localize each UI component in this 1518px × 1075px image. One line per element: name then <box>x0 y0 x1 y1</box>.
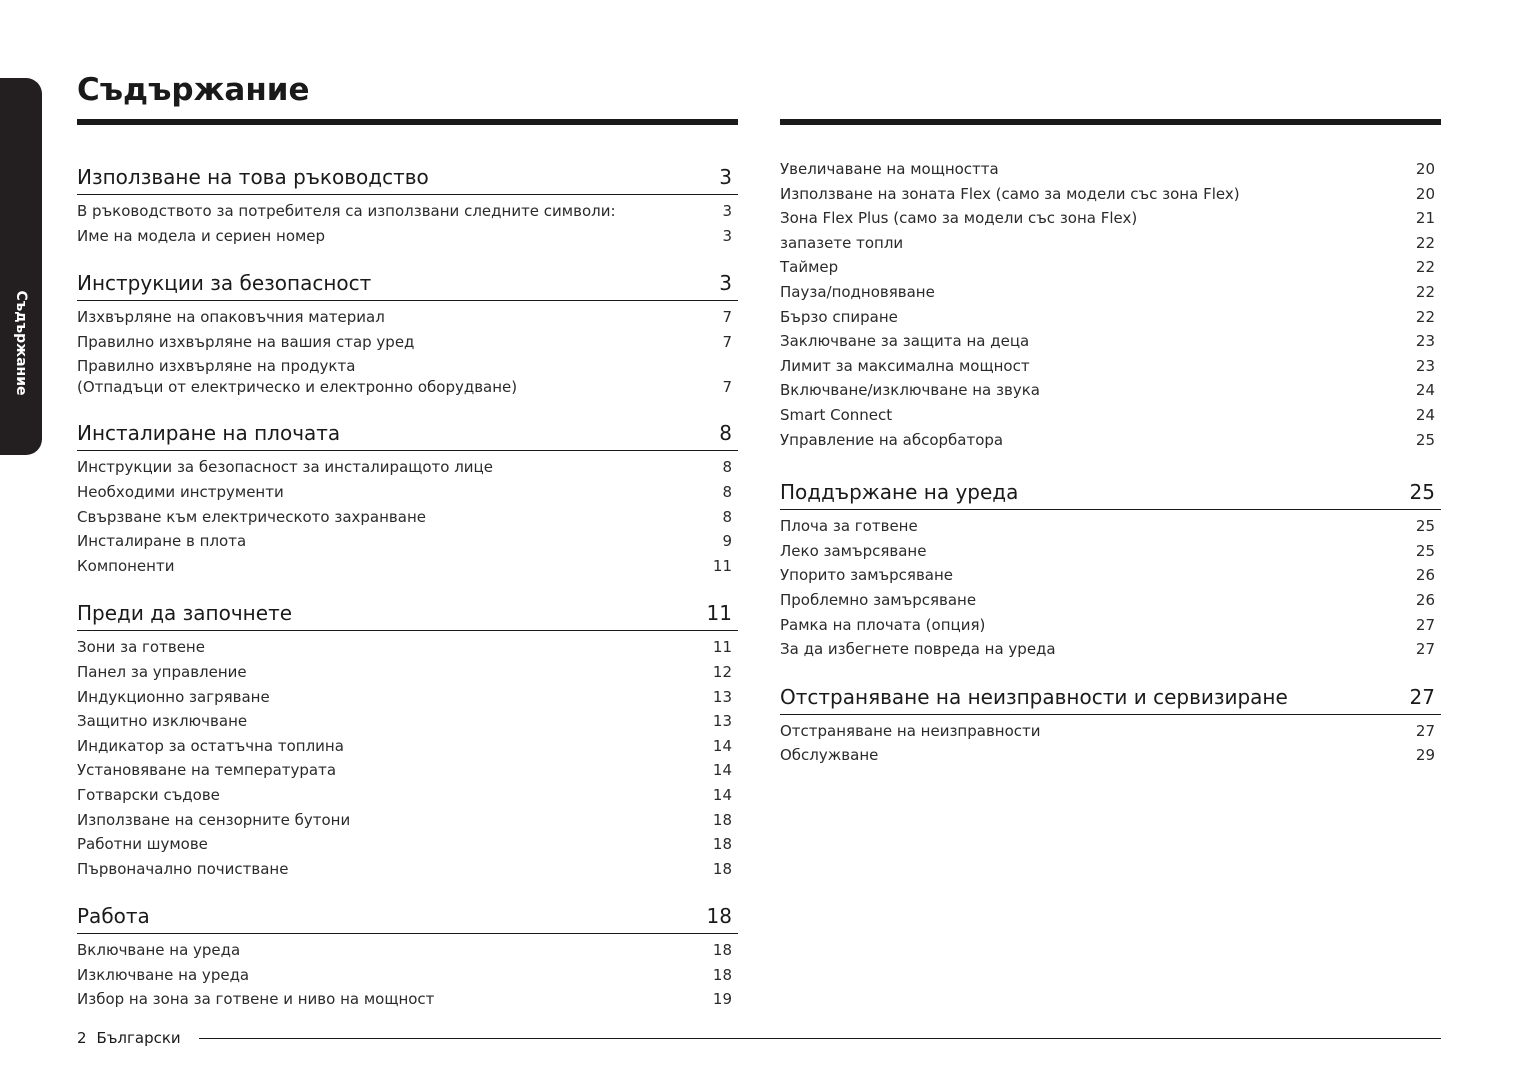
toc-right-column <box>780 153 1441 779</box>
toc-section-heading[interactable] <box>77 259 738 301</box>
toc-entry[interactable] <box>780 329 1441 354</box>
toc-entry-page: 27 <box>1415 615 1435 634</box>
toc-section-title: Преди да започнете <box>77 601 293 626</box>
toc-entry-page: 3 <box>722 202 732 220</box>
toc-entry-label: Правилно изхвърляне на вашия стар уред <box>77 332 415 351</box>
toc-section <box>77 153 738 248</box>
toc-entry-page: 26 <box>1415 590 1435 609</box>
toc-entry[interactable] <box>77 635 738 660</box>
toc-entry-page: 18 <box>712 835 732 854</box>
toc-entry-label: Зони за готвене <box>77 638 205 657</box>
toc-entry-label: Избор на зона за готвене и ниво на мощност <box>77 990 435 1009</box>
toc-entry-label: Изхвърляне на опаковъчния материал <box>77 308 385 327</box>
toc-entry[interactable] <box>780 157 1441 182</box>
toc-entry-page: 27 <box>1415 640 1435 659</box>
toc-entry[interactable] <box>77 808 738 833</box>
toc-entry[interactable] <box>77 224 738 249</box>
toc-entry-label-line: (Отпадъци от електрическо и електронно оборудване) <box>77 378 518 397</box>
footer-language: Български <box>96 1029 181 1047</box>
toc-entry[interactable] <box>77 330 738 355</box>
toc-section <box>77 892 738 1012</box>
toc-entry-label: Компоненти <box>77 556 175 575</box>
toc-entry-page: 11 <box>712 638 732 657</box>
toc-entry-page: 14 <box>712 785 732 804</box>
toc-section <box>77 589 738 881</box>
toc-section-heading[interactable] <box>77 409 738 451</box>
toc-left-column <box>77 153 738 1023</box>
toc-entry-label: Зона Flex Plus (само за модели със зона Flex) <box>780 209 1138 228</box>
toc-entry[interactable] <box>77 832 738 857</box>
toc-entry[interactable] <box>77 356 738 398</box>
toc-entry-page: 27 <box>1415 721 1435 740</box>
toc-entry-page: 7 <box>722 308 732 327</box>
toc-entry-label: Свързване към електрическото захранване <box>77 507 426 526</box>
toc-section-page: 18 <box>706 904 732 929</box>
toc-entry[interactable] <box>77 305 738 330</box>
toc-entry[interactable] <box>780 206 1441 231</box>
toc-entry-page: 26 <box>1415 566 1435 585</box>
toc-entry-page: 18 <box>712 941 732 960</box>
toc-entry[interactable] <box>780 305 1441 330</box>
toc-entry[interactable] <box>77 987 738 1012</box>
toc-entry-page: 23 <box>1415 332 1435 351</box>
toc-section-heading[interactable] <box>77 153 738 195</box>
toc-entry-page: 13 <box>712 687 732 706</box>
toc-entry-label: Пауза/подновяване <box>780 282 935 301</box>
toc-entry-page: 25 <box>1415 541 1435 560</box>
toc-entry-label <box>77 356 517 398</box>
toc-entry-label: Включване на уреда <box>77 941 241 960</box>
toc-section-page: 11 <box>706 601 732 626</box>
toc-entry-label: Използване на сензорните бутони <box>77 810 351 829</box>
toc-entry[interactable] <box>77 709 738 734</box>
toc-entry[interactable] <box>780 637 1441 662</box>
toc-entry-label: Готварски съдове <box>77 785 220 804</box>
toc-section-heading[interactable] <box>780 468 1441 510</box>
toc-entry-label: запазете топли <box>780 233 904 252</box>
toc-entry-label: Лимит за максимална мощност <box>780 356 1030 375</box>
toc-entry-label: Smart Connect <box>780 405 893 424</box>
toc-entry-label: Бързо спиране <box>780 307 898 326</box>
toc-entry-page: 22 <box>1415 258 1435 277</box>
toc-entry-page: 22 <box>1415 307 1435 326</box>
toc-section <box>780 468 1441 662</box>
toc-entry-label: Работни шумове <box>77 835 208 854</box>
toc-section-title: Поддържане на уреда <box>780 480 1019 505</box>
toc-section-title: Работа <box>77 904 150 929</box>
toc-section-heading[interactable] <box>77 892 738 934</box>
toc-entry-label: Заключване за защита на деца <box>780 332 1030 351</box>
toc-entry[interactable] <box>780 539 1441 564</box>
page-footer <box>77 1027 1441 1049</box>
toc-entry[interactable] <box>77 758 738 783</box>
toc-entry-page: 23 <box>1415 356 1435 375</box>
toc-entry[interactable] <box>77 685 738 710</box>
toc-entry-label: Инструкции за безопасност за инсталиращото лице <box>77 458 493 477</box>
toc-section-title: Отстраняване на неизправности и сервизиране <box>780 684 1288 709</box>
toc-entry-page: 14 <box>712 736 732 755</box>
toc-entry-page: 20 <box>1415 184 1435 203</box>
toc-section <box>77 259 738 398</box>
toc-entry-label: Увеличаване на мощността <box>780 160 999 178</box>
toc-entry[interactable] <box>780 182 1441 207</box>
toc-entry[interactable] <box>77 963 738 988</box>
toc-entry[interactable] <box>780 280 1441 305</box>
toc-section-page: 3 <box>719 165 732 189</box>
toc-section-heading[interactable] <box>780 673 1441 715</box>
toc-section-page: 27 <box>1409 684 1435 709</box>
toc-entry-label: Инсталиране в плота <box>77 532 247 551</box>
toc-entry[interactable] <box>77 938 738 963</box>
footer-page-number: 2 <box>77 1029 87 1047</box>
toc-entry-label: Защитно изключване <box>77 712 248 731</box>
toc-entry-page: 11 <box>712 556 732 575</box>
toc-entry-page: 13 <box>712 712 732 731</box>
toc-entry-label: В ръководството за потребителя са използвани следните символи: <box>77 202 616 220</box>
toc-section <box>77 409 738 578</box>
toc-entry[interactable] <box>780 514 1441 539</box>
toc-entry[interactable] <box>77 529 738 554</box>
toc-entry-page: 8 <box>722 507 732 526</box>
toc-entry[interactable] <box>780 588 1441 613</box>
toc-entry-label: Плоча за готвене <box>780 517 918 536</box>
toc-entry-page: 22 <box>1415 233 1435 252</box>
toc-entry-page: 7 <box>722 332 732 351</box>
toc-entry[interactable] <box>780 378 1441 403</box>
toc-entry-label: Индикатор за остатъчна топлина <box>77 736 344 755</box>
toc-section-page: 8 <box>719 421 732 446</box>
toc-entry-label: Индукционно загряване <box>77 687 270 706</box>
toc-entry-label: За да избегнете повреда на уреда <box>780 640 1056 659</box>
toc-entry[interactable] <box>77 783 738 808</box>
toc-entry-label: Отстраняване на неизправности <box>780 721 1041 740</box>
toc-section-page: 3 <box>719 271 732 296</box>
toc-entry-page: 18 <box>712 965 732 984</box>
toc-entry[interactable] <box>780 743 1441 768</box>
toc-entry-page: 24 <box>1415 405 1435 424</box>
toc-entry-label: Управление на абсорбатора <box>780 430 1004 449</box>
toc-continued-list <box>780 157 1441 452</box>
toc-entry-label: Леко замърсяване <box>780 541 927 560</box>
toc-entry-page: 29 <box>1415 746 1435 765</box>
toc-entry-label: Обслужване <box>780 746 879 765</box>
toc-section-page: 25 <box>1409 480 1435 505</box>
toc-entry-page: 9 <box>722 532 732 551</box>
toc-entry[interactable] <box>780 719 1441 744</box>
title-rule-right <box>780 119 1441 125</box>
toc-entry[interactable] <box>780 403 1441 428</box>
toc-section-title: Инсталиране на плочата <box>77 421 341 446</box>
toc-entry-page: 14 <box>712 761 732 780</box>
toc-entry-page: 21 <box>1415 209 1435 228</box>
toc-entry[interactable] <box>780 231 1441 256</box>
toc-section <box>780 673 1441 768</box>
toc-entry-label: Таймер <box>780 258 839 277</box>
toc-entry-page: 18 <box>712 859 732 878</box>
toc-entry[interactable] <box>77 505 738 530</box>
toc-entry-label: Необходими инструменти <box>77 482 284 501</box>
toc-entry[interactable] <box>77 857 738 882</box>
toc-entry[interactable] <box>780 563 1441 588</box>
toc-entry-label: Панел за управление <box>77 662 247 681</box>
toc-entry-label: Рамка на плочата (опция) <box>780 615 986 634</box>
footer-divider <box>199 1038 1441 1039</box>
toc-entry-page: 20 <box>1415 160 1435 178</box>
toc-entry[interactable] <box>77 554 738 579</box>
toc-entry-page: 25 <box>1415 430 1435 449</box>
toc-section-title: Използване на това ръководство <box>77 165 429 189</box>
toc-entry[interactable] <box>77 660 738 685</box>
toc-entry-label: Упорито замърсяване <box>780 566 954 585</box>
page-title: Съдържание <box>77 72 310 108</box>
title-rule-left <box>77 119 738 125</box>
toc-entry-label: Изключване на уреда <box>77 965 250 984</box>
toc-entry-label: Използване на зоната Flex (само за модели със зона Flex) <box>780 184 1240 203</box>
toc-entry[interactable] <box>77 455 738 480</box>
toc-entry-page: 22 <box>1415 282 1435 301</box>
toc-entry-page: 8 <box>722 482 732 501</box>
toc-entry[interactable] <box>780 255 1441 280</box>
toc-entry-page: 12 <box>712 662 732 681</box>
toc-entry-page: 24 <box>1415 381 1435 400</box>
toc-section-heading[interactable] <box>77 589 738 631</box>
toc-entry-page: 7 <box>722 378 732 397</box>
toc-entry[interactable] <box>77 480 738 505</box>
toc-entry[interactable] <box>780 613 1441 638</box>
toc-entry[interactable] <box>77 734 738 759</box>
toc-entry-page: 25 <box>1415 517 1435 536</box>
toc-entry-page: 18 <box>712 810 732 829</box>
toc-entry[interactable] <box>780 354 1441 379</box>
toc-entry-page: 3 <box>722 226 732 245</box>
toc-entry-label: Проблемно замърсяване <box>780 590 977 609</box>
toc-entry-page: 8 <box>722 458 732 477</box>
toc-section-title: Инструкции за безопасност <box>77 271 372 296</box>
toc-entry-label: Включване/изключване на звука <box>780 381 1040 400</box>
toc-entry-page: 19 <box>712 990 732 1009</box>
side-tab[interactable] <box>0 78 42 455</box>
toc-entry[interactable] <box>780 428 1441 453</box>
toc-entry-label-line: Правилно изхвърляне на продукта <box>77 357 356 376</box>
toc-entry-label: Установяване на температурата <box>77 761 337 780</box>
toc-entry-label: Първоначално почистване <box>77 859 289 878</box>
toc-entry[interactable] <box>77 199 738 224</box>
side-tab-label: Съдържание <box>13 290 29 396</box>
toc-entry-label: Име на модела и сериен номер <box>77 226 326 245</box>
